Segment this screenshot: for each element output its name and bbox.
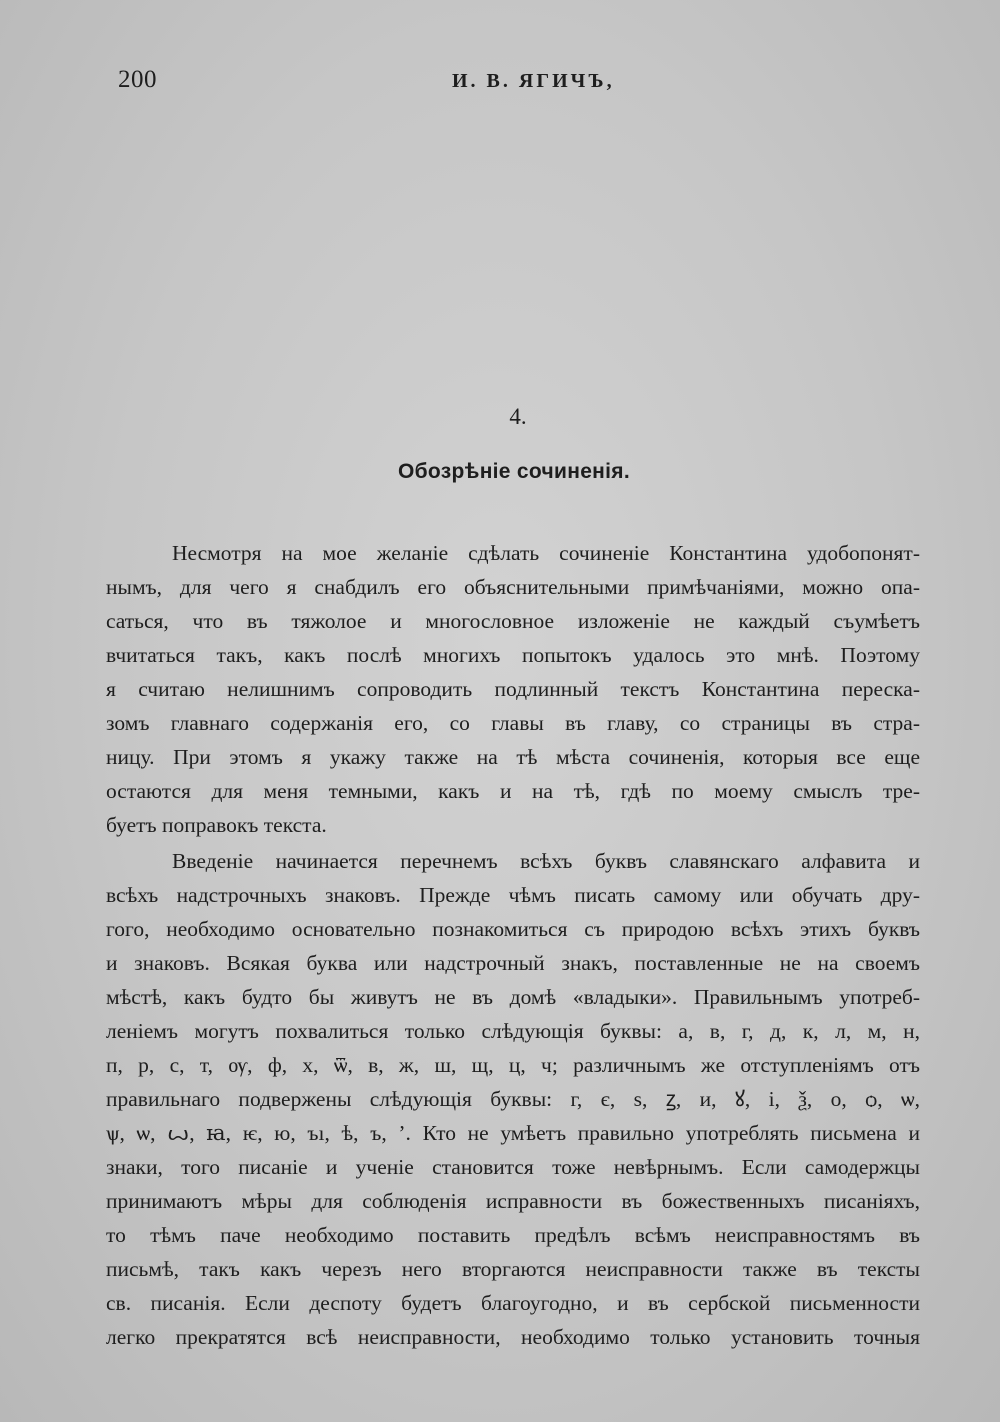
text-line: остаются для меня темными, какъ и на тѣ, гдѣ по моему смыслъ тре- bbox=[106, 779, 920, 803]
page-number: 200 bbox=[118, 66, 157, 93]
section-number: 4. bbox=[509, 404, 527, 429]
text-line: буетъ поправокъ текста. bbox=[106, 813, 327, 837]
text-line: вчитаться такъ, какъ послѣ многихъ попытокъ удалось это мнѣ. Поэтому bbox=[106, 643, 920, 667]
text-line: Введеніе начинается перечнемъ всѣхъ буквъ славянскаго алфавита и bbox=[172, 849, 920, 873]
text-line: нымъ, для чего я снабдилъ его объяснительными примѣчаніями, можно опа- bbox=[106, 575, 920, 599]
text-line: ницу. При этомъ я укажу также на тѣ мѣста сочиненія, которыя все еще bbox=[106, 745, 920, 769]
text-line: Несмотря на мое желаніе сдѣлать сочиненіе Константина удобопонят- bbox=[172, 541, 920, 565]
text-line: легко прекратятся всѣ неисправности, необходимо только установить точныя bbox=[106, 1325, 920, 1349]
text-line: гого, необходимо основательно познакомиться съ природою всѣхъ этихъ буквъ bbox=[106, 917, 920, 941]
text-line: ѱ, ѡ, ꙍ, ꙗ, ѥ, ю, ъı, ѣ, ъ, ʼ. Кто не умѣетъ правильно употреблять письмена и bbox=[106, 1121, 920, 1145]
text-line: принимаютъ мѣры для соблюденія исправности въ божественныхъ писаніяхъ, bbox=[106, 1189, 920, 1213]
text-line: письмѣ, такъ какъ черезъ него вторгаются неисправности также въ тексты bbox=[106, 1257, 920, 1281]
text-line: св. писанія. Если деспоту будетъ благоугодно, и въ сербской письменности bbox=[106, 1291, 920, 1315]
text-line: я считаю нелишнимъ сопроводить подлинный текстъ Константина переска- bbox=[106, 677, 920, 701]
text-line: и знаковъ. Всякая буква или надстрочный знакъ, поставленные не на своемъ bbox=[106, 951, 920, 975]
running-title: И. В. ЯГИЧЪ, bbox=[452, 70, 615, 92]
running-head bbox=[0, 66, 1000, 106]
section-title: Обозрѣніе сочиненія. bbox=[398, 460, 630, 483]
body-text bbox=[106, 536, 920, 1354]
text-line: п, р, с, т, ѹ, ф, х, ѿ, в, ж, ш, щ, ц, ч; различнымъ же отступленіямъ отъ bbox=[106, 1053, 920, 1077]
text-line: зомъ главнаго содержанія его, со главы въ главу, со страницы въ стра- bbox=[106, 711, 920, 735]
text-line: то тѣмъ паче необходимо поставить предѣлъ всѣмъ неисправностямъ въ bbox=[106, 1223, 920, 1247]
paragraph bbox=[106, 844, 920, 1354]
text-line: правильнаго подвержены слѣдующія буквы: г, є, ѕ, ꙁ, и, ꙋ, і, ѯ, о, ѻ, ѡ, bbox=[106, 1087, 920, 1111]
text-line: знаки, того писаніе и ученіе становится тоже невѣрнымъ. Если самодержцы bbox=[106, 1155, 920, 1179]
text-line: мѣстѣ, какъ будто бы живутъ не въ домѣ «владыки». Правильнымъ употреб- bbox=[106, 985, 920, 1009]
text-line: всѣхъ надстрочныхъ знаковъ. Прежде чѣмъ писать самому или обучать дру- bbox=[106, 883, 920, 907]
text-line: леніемъ могутъ похвалиться только слѣдующія буквы: а, в, г, д, к, л, м, н, bbox=[106, 1019, 920, 1043]
paragraph bbox=[106, 536, 920, 842]
text-line: саться, что въ тяжолое и многословное изложеніе не каждый съумѣетъ bbox=[106, 609, 920, 633]
